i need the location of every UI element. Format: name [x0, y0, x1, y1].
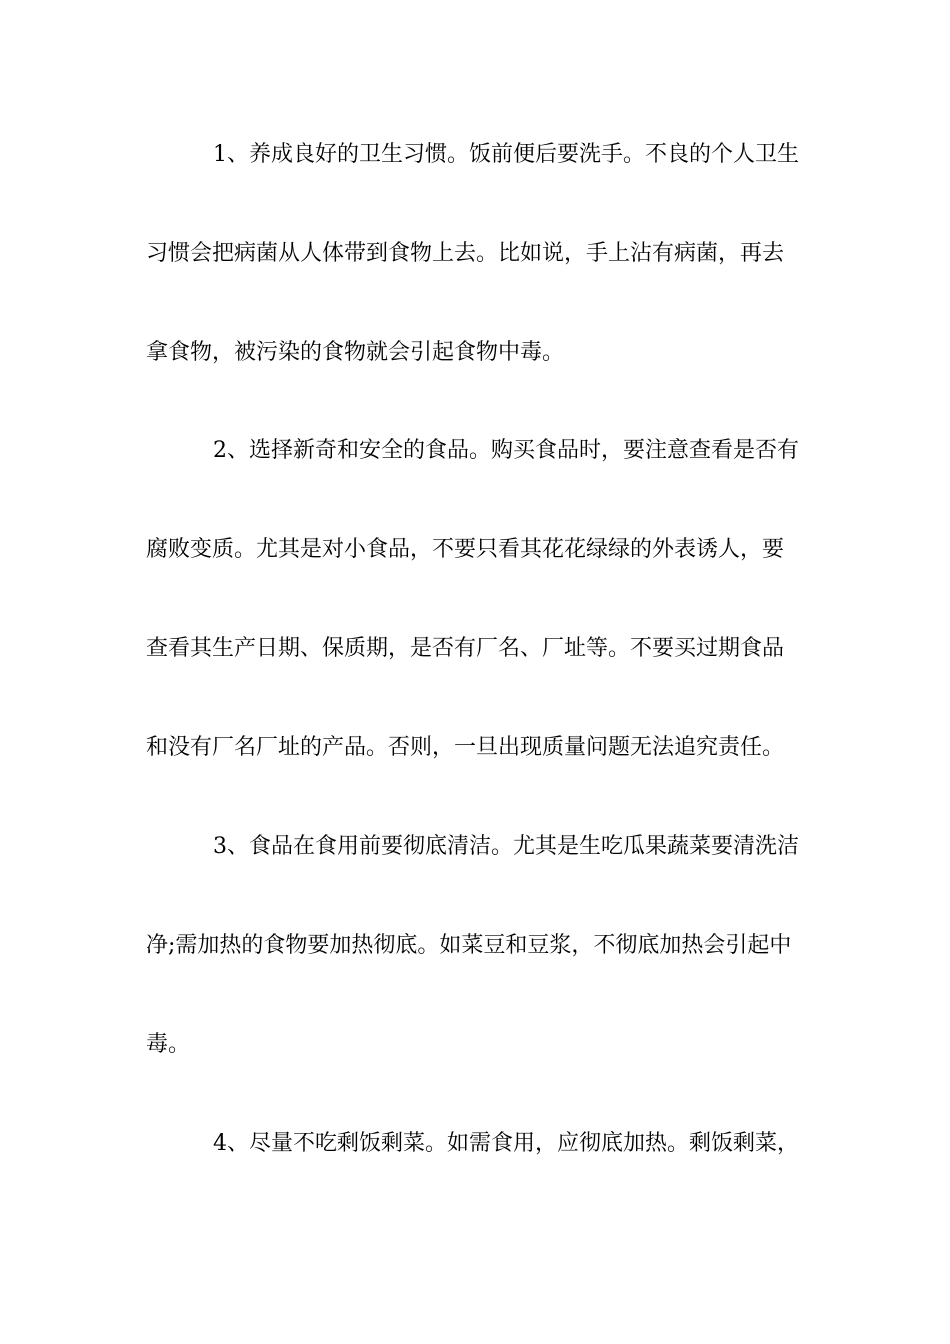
text-line: 查看其生产日期、保质期，是否有厂名、厂址等。不要买过期食品	[146, 636, 785, 661]
text-line: 毒。	[146, 1032, 191, 1057]
text-line: 净;需加热的食物要加热彻底。如菜豆和豆浆，不彻底加热会引起中	[146, 933, 792, 958]
text-line: 2、选择新奇和安全的食品。购买食品时，要注意查看是否有	[213, 438, 799, 463]
text-line: 3、食品在食用前要彻底清洁。尤其是生吃瓜果蔬菜要清洗洁	[213, 834, 799, 859]
text-line: 4、尽量不吃剩饭剩菜。如需食用，应彻底加热。剩饭剩菜，	[213, 1131, 799, 1156]
text-line: 习惯会把病菌从人体带到食物上去。比如说，手上沾有病菌，再去	[146, 241, 785, 266]
text-line: 和没有厂名厂址的产品。否则，一旦出现质量问题无法追究责任。	[146, 735, 785, 760]
text-line: 拿食物，被污染的食物就会引起食物中毒。	[146, 340, 565, 365]
text-line: 1、养成良好的卫生习惯。饭前便后要洗手。不良的个人卫生	[213, 142, 799, 167]
text-line: 腐败变质。尤其是对小食品，不要只看其花花绿绿的外表诱人，要	[146, 537, 785, 562]
